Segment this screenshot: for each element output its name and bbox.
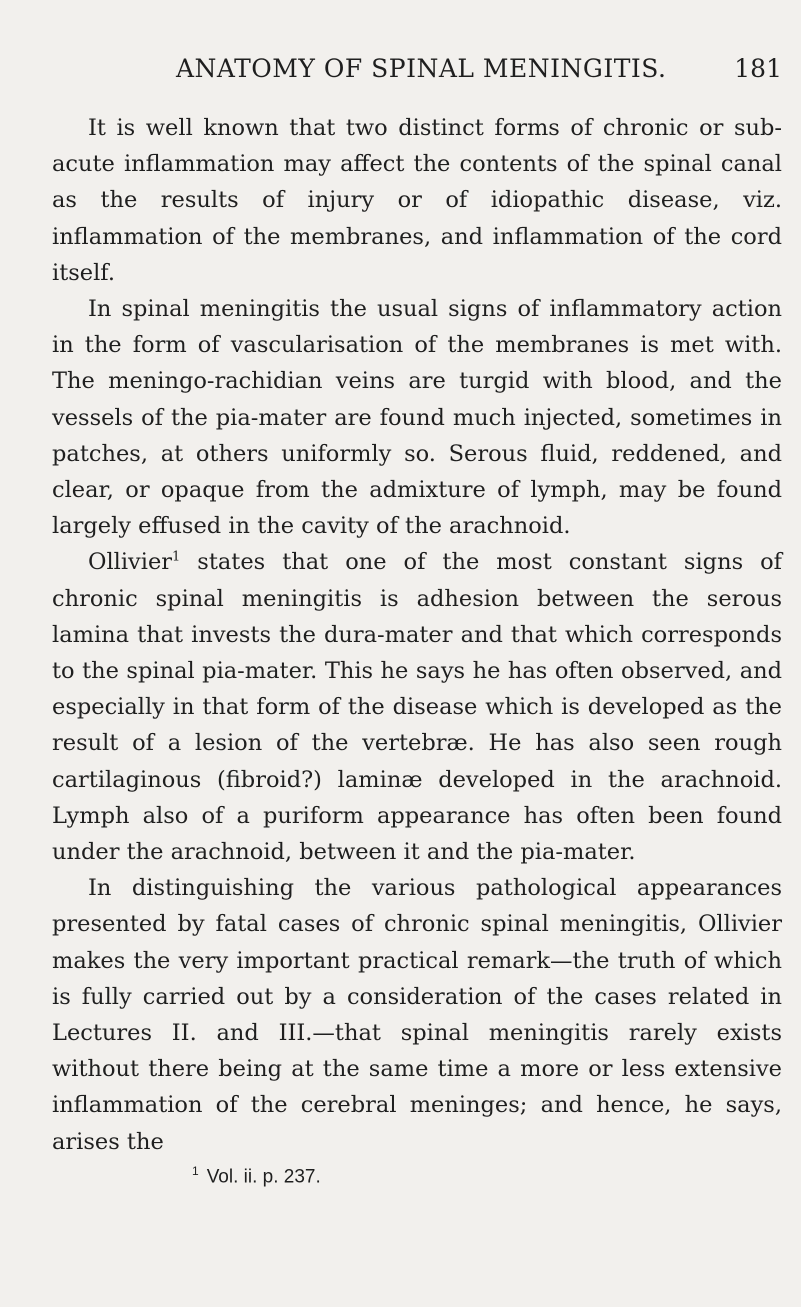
paragraph: In distinguishing the various pathological appearances presented by fatal cases of chronic spinal meningitis, Ollivier makes the very important practical remark—the truth of which is fully carried out by a consideration of the cases related in Lectures II. and III.—that spinal meningitis rarely exists without there being at the same time a more or less extensive inflammation of the cerebral meninges; and hence, he says, arises the — [52, 875, 782, 1155]
footnote — [192, 1164, 782, 1188]
paragraph — [52, 544, 782, 870]
footnote-mark: 1 — [192, 1163, 199, 1178]
running-header — [52, 54, 782, 104]
body-text — [52, 110, 782, 1160]
running-title: ANATOMY OF SPINAL MENINGITIS. — [176, 54, 667, 83]
page-number: 181 — [734, 54, 782, 83]
paragraph-text: states that one of the most constant signs of chronic spinal meningitis is adhesion between the serous lamina that invests the dura-mater and that which corresponds to the spinal pia-mater. This he says he has often observed, and especially in that form of the disease which is developed as the result of a lesion of the vertebræ. He has also seen rough cartilaginous (fibroid?) laminæ developed in the arachnoid. Lymph also of a puriform appearance has often been found under the arachnoid, between it and the pia-mater. — [52, 549, 782, 866]
paragraph: It is well known that two distinct forms of chronic or sub-acute inflammation may affect the contents of the spinal canal as the results of injury or of idiopathic disease, viz. inflammation of the membranes, and inflammation of the cord itself. — [52, 115, 782, 286]
paragraph: In spinal meningitis the usual signs of inflammatory action in the form of vascularisation of the membranes is met with. The meningo-rachidian veins are turgid with blood, and the vessels of the pia-mater are found much injected, sometimes in patches, at others uniformly so. Serous fluid, reddened, and clear, or opaque from the admixture of lymph, may be found largely effused in the cavity of the arachnoid. — [52, 296, 782, 540]
paragraph-text: Ollivier — [88, 549, 173, 576]
book-page — [52, 54, 782, 1284]
footnote-text: Vol. ii. p. 237. — [206, 1166, 321, 1188]
footnote-reference: 1 — [172, 549, 181, 565]
